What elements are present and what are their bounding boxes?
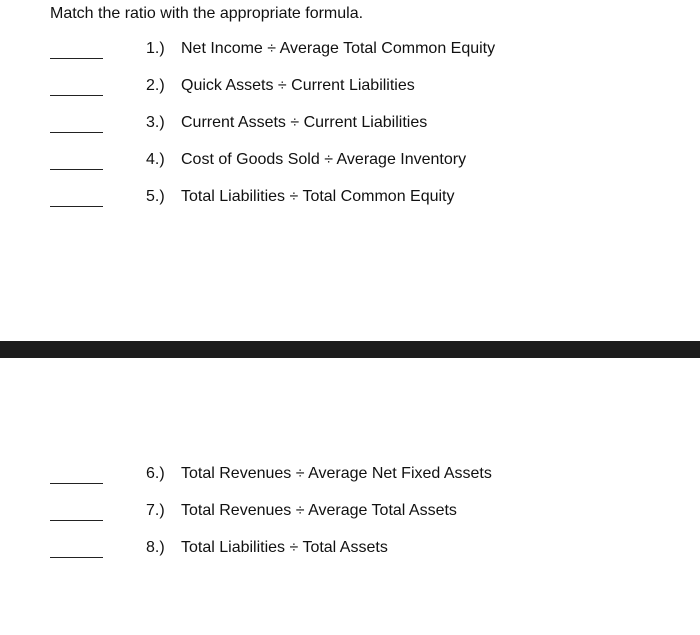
formula-row bbox=[0, 113, 700, 150]
formula-number: 8.) bbox=[146, 539, 165, 556]
formula-row bbox=[0, 538, 700, 575]
formula-number: 2.) bbox=[146, 77, 165, 94]
answer-blank[interactable] bbox=[50, 95, 103, 96]
answer-blank[interactable] bbox=[50, 58, 103, 59]
formula-number: 6.) bbox=[146, 465, 165, 482]
formula-text: Quick Assets ÷ Current Liabilities bbox=[181, 77, 415, 94]
answer-blank[interactable] bbox=[50, 557, 103, 558]
formula-number: 7.) bbox=[146, 502, 165, 519]
formula-row bbox=[0, 464, 700, 501]
formula-text: Cost of Goods Sold ÷ Average Inventory bbox=[181, 151, 467, 168]
formula-number: 3.) bbox=[146, 114, 165, 131]
formula-text: Current Assets ÷ Current Liabilities bbox=[181, 114, 428, 131]
formula-row bbox=[0, 76, 700, 113]
formula-number: 5.) bbox=[146, 188, 165, 205]
formula-text: Total Liabilities ÷ Total Assets bbox=[181, 539, 388, 556]
formula-row bbox=[0, 187, 700, 224]
answer-blank[interactable] bbox=[50, 520, 103, 521]
formula-row bbox=[0, 39, 700, 76]
instructions-text: Match the ratio with the appropriate formula. bbox=[50, 5, 364, 22]
formula-text: Total Revenues ÷ Average Total Assets bbox=[181, 502, 457, 519]
answer-blank[interactable] bbox=[50, 132, 103, 133]
formula-text: Total Revenues ÷ Average Net Fixed Assets bbox=[181, 465, 492, 482]
answer-blank[interactable] bbox=[50, 169, 103, 170]
answer-blank[interactable] bbox=[50, 206, 103, 207]
formula-text: Total Liabilities ÷ Total Common Equity bbox=[181, 188, 455, 205]
formula-list-bottom bbox=[0, 464, 700, 575]
formula-row bbox=[0, 150, 700, 187]
formula-number: 4.) bbox=[146, 151, 165, 168]
page-divider-bar bbox=[0, 341, 700, 358]
formula-text: Net Income ÷ Average Total Common Equity bbox=[181, 40, 496, 57]
formula-row bbox=[0, 501, 700, 538]
formula-number: 1.) bbox=[146, 40, 165, 57]
formula-list-top bbox=[0, 39, 700, 224]
answer-blank[interactable] bbox=[50, 483, 103, 484]
